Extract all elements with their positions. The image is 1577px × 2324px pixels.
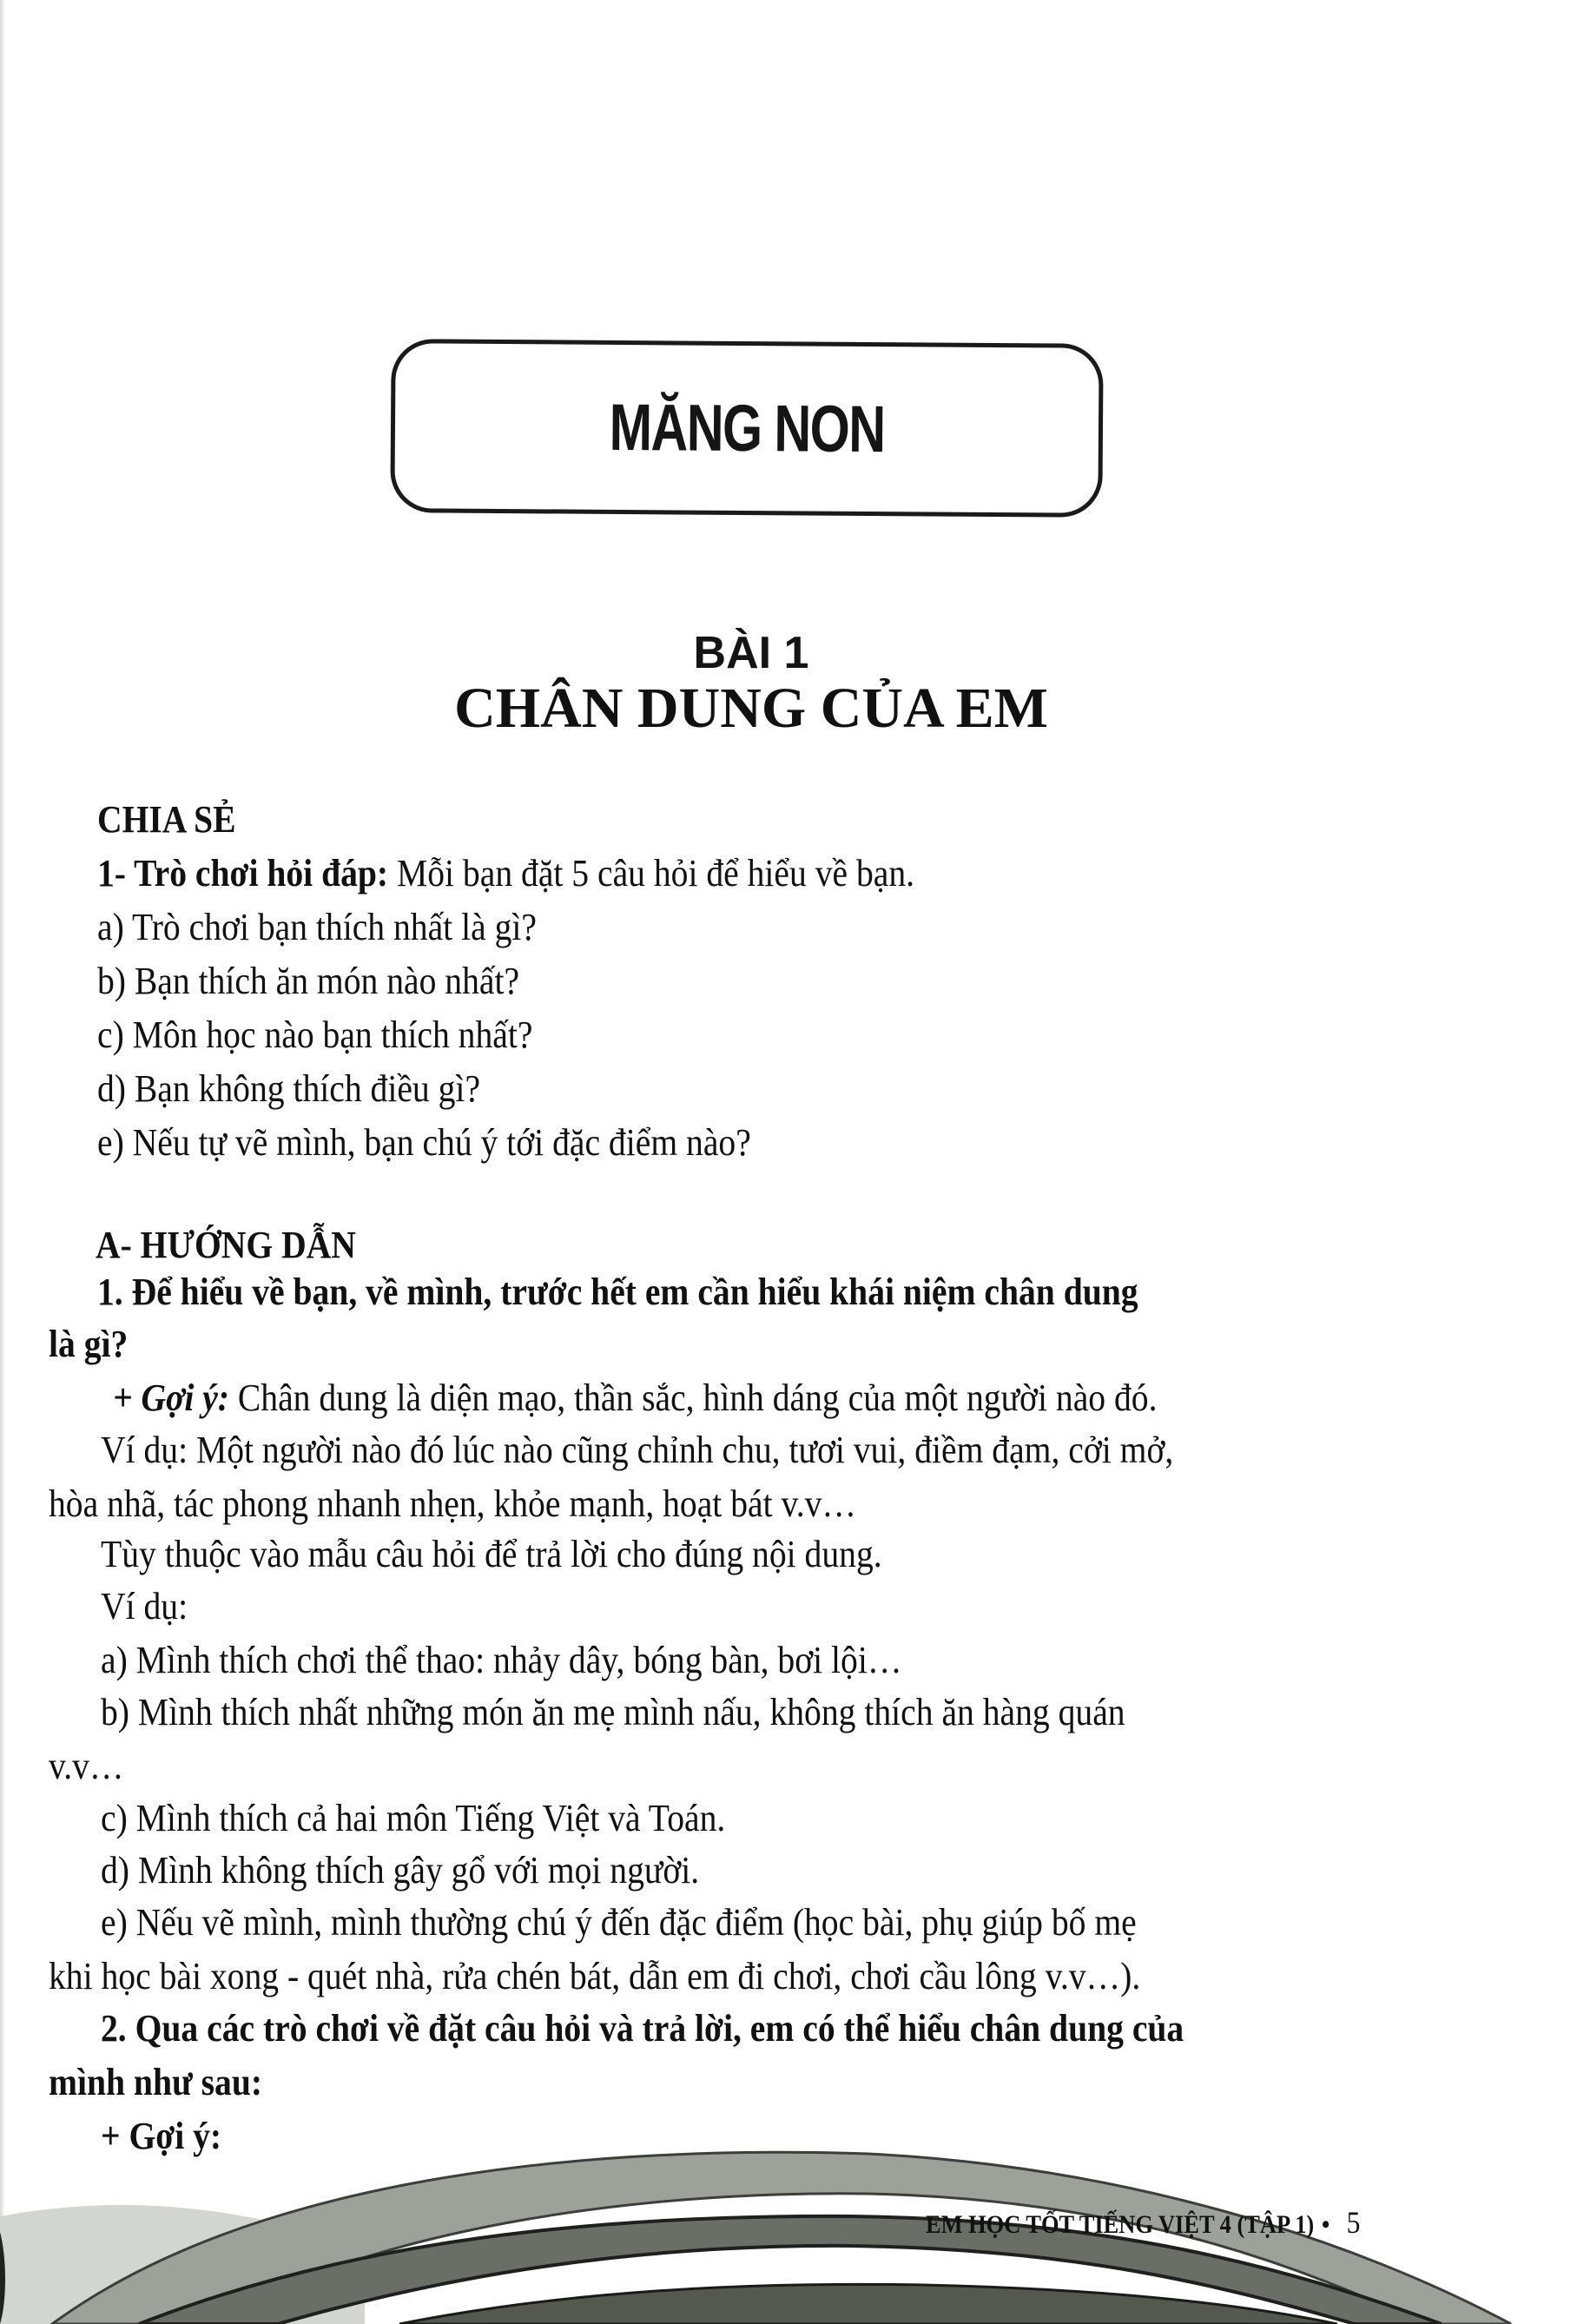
example-1-line2: hòa nhã, tác phong nhanh nhẹn, khỏe mạnh, hoạt bát v.v… <box>49 1482 857 1525</box>
guide-question-2-line2: mình như sau: <box>49 2061 263 2103</box>
answer-d: d) Mình không thích gây gổ với mọi người. <box>101 1849 700 1892</box>
share-activity <box>97 851 914 896</box>
hint-1-label: + Gợi ý: <box>113 1377 229 1419</box>
depends-line: Tùy thuộc vào mẫu câu hỏi để trả lời cho đúng nội dung. <box>101 1533 882 1575</box>
question-a: a) Trò chơi bạn thích nhất là gì? <box>97 906 537 948</box>
unit-title-box <box>390 339 1103 518</box>
answer-b-line2: v.v… <box>49 1745 124 1787</box>
hint-2-label: + Gợi ý: <box>101 2115 222 2157</box>
footer-bullet: • <box>1322 2210 1330 2239</box>
question-e: e) Nếu tự vẽ mình, bạn chú ý tới đặc điểm nào? <box>97 1121 751 1164</box>
question-b: b) Bạn thích ăn món nào nhất? <box>97 960 520 1002</box>
answer-b-line1: b) Mình thích nhất những món ăn mẹ mình nấu, không thích ăn hàng quán <box>101 1691 1125 1733</box>
answer-a: a) Mình thích chơi thể thao: nhảy dây, bóng bàn, bơi lội… <box>101 1639 902 1681</box>
question-d: d) Bạn không thích điều gì? <box>97 1067 481 1110</box>
question-c: c) Môn học nào bạn thích nhất? <box>97 1013 533 1056</box>
page-number: 5 <box>1346 2205 1361 2240</box>
example-label: Ví dụ: <box>101 1585 188 1627</box>
guide-question-1-line2: là gì? <box>49 1323 129 1365</box>
guide-question-1-line1: 1. Để hiểu về bạn, về mình, trước hết em cần hiểu khái niệm chân dung <box>97 1271 1138 1313</box>
share-activity-label: 1- Trò chơi hỏi đáp: <box>97 852 389 895</box>
hint-1 <box>113 1376 1157 1421</box>
answer-e-line2: khi học bài xong - quét nhà, rửa chén bát, dẫn em đi chơi, chơi cầu lông v.v…). <box>49 1955 1141 1997</box>
guide-heading: A- HƯỚNG DẪN <box>96 1224 356 1266</box>
share-heading: CHIA SẺ <box>97 798 236 841</box>
lesson-number: BÀI 1 <box>693 628 809 678</box>
answer-c: c) Mình thích cả hai môn Tiếng Việt và Toán. <box>101 1797 726 1839</box>
hint-1-text: Chân dung là diện mạo, thần sắc, hình dáng của một người nào đó. <box>228 1377 1158 1419</box>
footer-book-title: EM HỌC TỐT TIẾNG VIỆT 4 (TẬP 1) <box>926 2210 1315 2239</box>
lesson-title: CHÂN DUNG CỦA EM <box>454 677 1048 740</box>
guide-question-2-line1: 2. Qua các trò chơi về đặt câu hỏi và trả lời, em có thể hiểu chân dung của <box>101 2007 1184 2050</box>
answer-e-line1: e) Nếu vẽ mình, mình thường chú ý đến đặc điểm (học bài, phụ giúp bố mẹ <box>101 1901 1137 1944</box>
page-footer <box>926 2204 1360 2241</box>
example-1-line1: Ví dụ: Một người nào đó lúc nào cũng chỉnh chu, tươi vui, điềm đạm, cởi mở, <box>101 1429 1174 1471</box>
share-activity-text: Mỗi bạn đặt 5 câu hỏi để hiểu về bạn. <box>388 852 915 895</box>
unit-title: MĂNG NON <box>609 390 885 466</box>
page-edge-shadow <box>0 0 5 2324</box>
